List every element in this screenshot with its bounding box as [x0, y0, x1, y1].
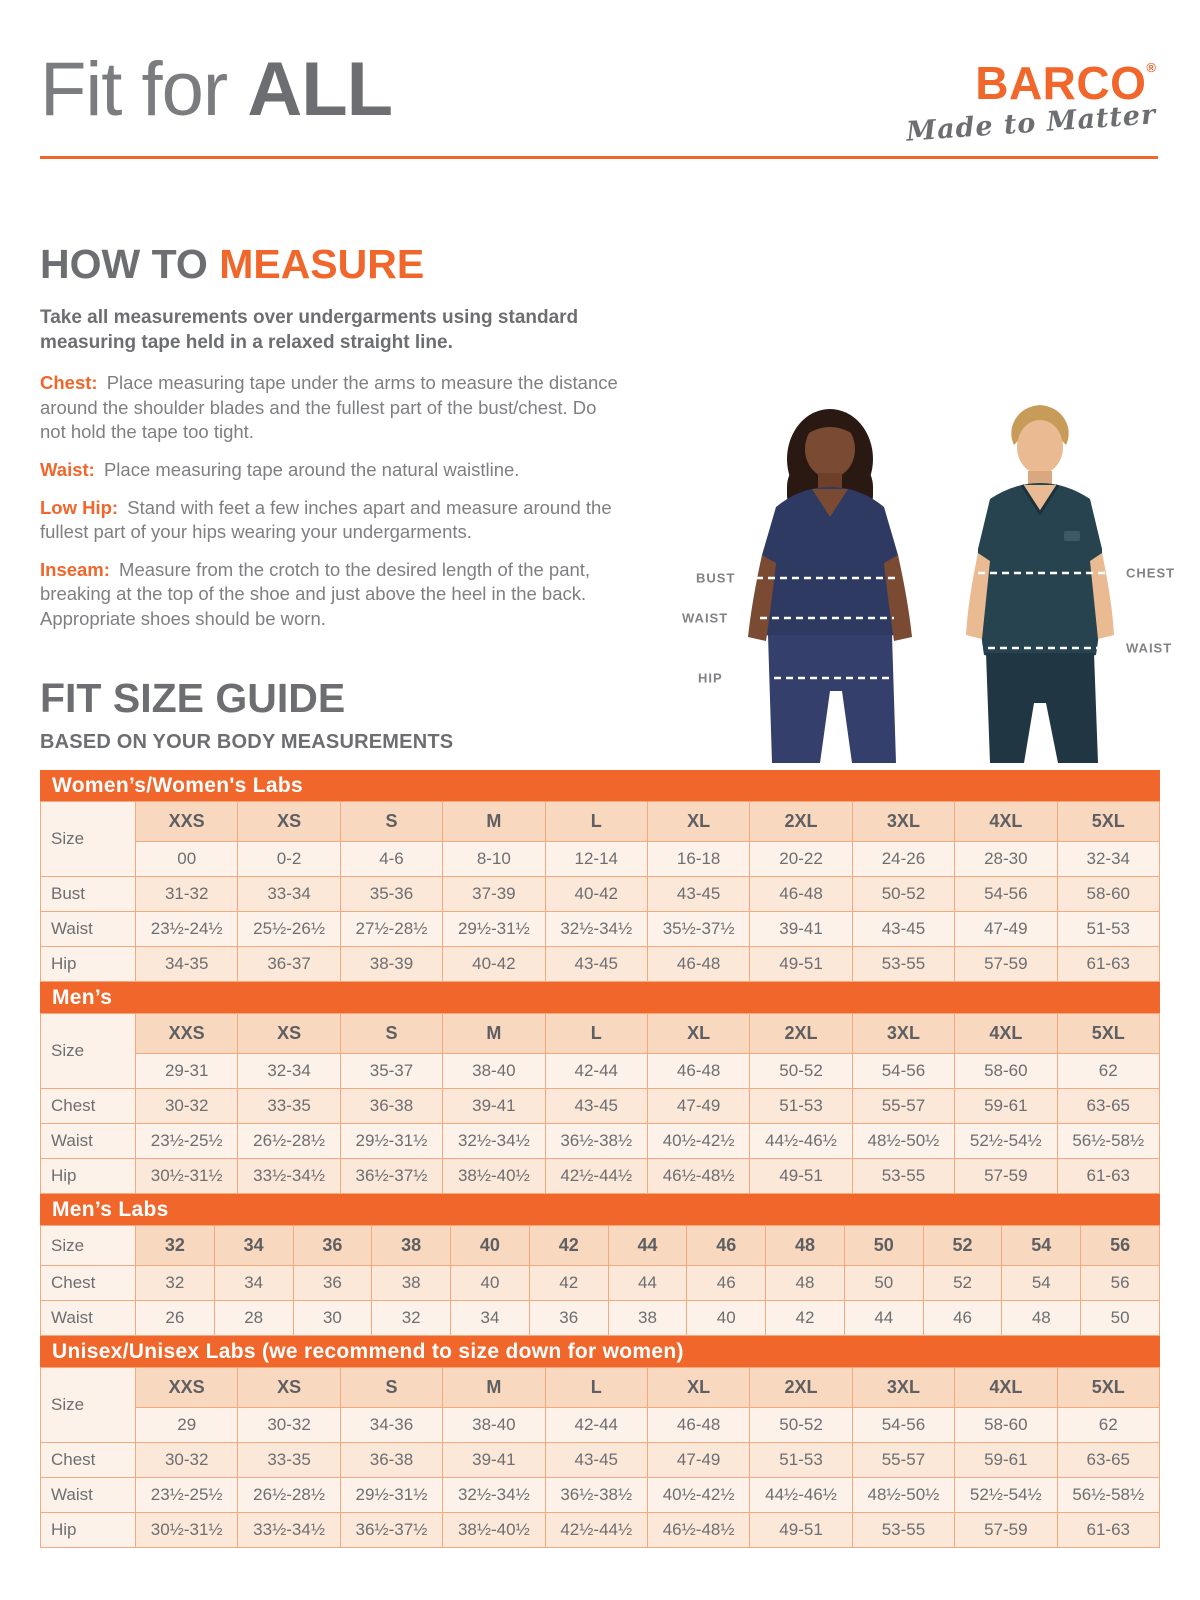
page-title-bold: ALL [247, 47, 393, 132]
size-col-header: 38 [372, 1226, 451, 1266]
size-number-cell: 4-6 [340, 842, 442, 877]
measurement-value-cell: 42 [529, 1266, 608, 1301]
measurement-row [41, 1513, 1160, 1548]
size-col-header: 44 [608, 1226, 687, 1266]
measurement-value-cell: 35-36 [340, 877, 442, 912]
table-header-row [41, 802, 1160, 842]
fit-size-guide-subtitle: BASED ON YOUR BODY MEASUREMENTS [40, 731, 454, 753]
measurement-value-cell: 35½-37½ [647, 912, 749, 947]
measurement-value-cell: 57-59 [955, 1513, 1057, 1548]
page-title-regular: Fit for [40, 47, 228, 132]
size-col-header: S [340, 802, 442, 842]
size-number-cell: 38-40 [443, 1054, 545, 1089]
measurement-value-cell: 32½-34½ [443, 1124, 545, 1159]
measurement-row [41, 1443, 1160, 1478]
size-number-cell: 62 [1057, 1054, 1159, 1089]
measurement-value-cell: 56½-58½ [1057, 1124, 1159, 1159]
measurement-value-cell: 30-32 [136, 1089, 238, 1124]
measurement-value-cell: 46½-48½ [647, 1513, 749, 1548]
measurement-row-label: Chest [41, 1443, 136, 1478]
size-numbers-row [41, 842, 1160, 877]
chest-label: CHEST [1126, 565, 1176, 581]
waist-label-right: WAIST [1126, 640, 1173, 656]
measurement-value-cell: 61-63 [1057, 947, 1159, 982]
size-col-header: 5XL [1057, 802, 1159, 842]
size-col-header: 54 [1002, 1226, 1081, 1266]
size-numbers-row [41, 1054, 1160, 1089]
size-col-header: XS [238, 1368, 340, 1408]
measurement-value-cell: 44½-46½ [750, 1478, 852, 1513]
size-col-header: XL [647, 1368, 749, 1408]
measurement-row-label: Waist [41, 1301, 136, 1336]
measurement-value-cell: 46-48 [647, 947, 749, 982]
size-number-cell: 62 [1057, 1408, 1159, 1443]
measurement-value-cell: 43-45 [545, 1089, 647, 1124]
size-col-header: XXS [136, 802, 238, 842]
measure-instruction [40, 458, 620, 483]
size-tables-container [40, 770, 1160, 1548]
man-model [966, 405, 1118, 763]
table-banner: Unisex/Unisex Labs (we recommend to size down for women) [40, 1336, 1160, 1367]
registered-mark-icon: ® [1146, 60, 1156, 75]
measurement-value-cell: 52½-54½ [955, 1478, 1057, 1513]
measurement-value-cell: 53-55 [852, 1159, 954, 1194]
size-col-header: 32 [136, 1226, 215, 1266]
measurement-value-cell: 49-51 [750, 1159, 852, 1194]
size-table [40, 1013, 1160, 1194]
measure-instruction-text: Place measuring tape around the natural waistline. [98, 458, 520, 480]
measurement-value-cell: 38½-40½ [443, 1513, 545, 1548]
measurement-value-cell: 30½-31½ [136, 1159, 238, 1194]
measurement-value-cell: 43-45 [852, 912, 954, 947]
table-header-row [41, 1014, 1160, 1054]
size-col-header: L [545, 1368, 647, 1408]
measurement-value-cell: 36½-37½ [340, 1513, 442, 1548]
measurement-row [41, 947, 1160, 982]
measurement-value-cell: 33-34 [238, 877, 340, 912]
measurement-value-cell: 32½-34½ [443, 1478, 545, 1513]
size-col-header: 50 [844, 1226, 923, 1266]
measurement-value-cell: 26½-28½ [238, 1478, 340, 1513]
size-number-cell: 38-40 [443, 1408, 545, 1443]
measurement-row-label: Chest [41, 1089, 136, 1124]
measure-instruction-label: Waist: [40, 458, 95, 480]
size-number-cell: 58-60 [955, 1054, 1057, 1089]
size-row-label: Size [41, 1014, 136, 1089]
size-col-header: 5XL [1057, 1368, 1159, 1408]
measurement-value-cell: 46 [687, 1266, 766, 1301]
measurement-row [41, 1159, 1160, 1194]
measurement-value-cell: 33½-34½ [238, 1513, 340, 1548]
size-number-cell: 50-52 [750, 1408, 852, 1443]
measurement-value-cell: 46-48 [750, 877, 852, 912]
size-col-header: 4XL [955, 1368, 1057, 1408]
header-divider [40, 156, 1158, 159]
measurement-value-cell: 57-59 [955, 1159, 1057, 1194]
size-col-header: 42 [529, 1226, 608, 1266]
size-col-header: 5XL [1057, 1014, 1159, 1054]
measurement-value-cell: 26 [136, 1301, 215, 1336]
size-col-header: 3XL [852, 1368, 954, 1408]
size-number-cell: 42-44 [545, 1054, 647, 1089]
measurement-value-cell: 51-53 [750, 1443, 852, 1478]
size-col-header: L [545, 802, 647, 842]
size-number-cell: 8-10 [443, 842, 545, 877]
measurement-value-cell: 27½-28½ [340, 912, 442, 947]
size-number-cell: 00 [136, 842, 238, 877]
table-header-row [41, 1368, 1160, 1408]
measurement-row-label: Waist [41, 1478, 136, 1513]
table-header-row [41, 1226, 1160, 1266]
table-banner: Men’s [40, 982, 1160, 1013]
measurement-value-cell: 52 [923, 1266, 1002, 1301]
measurement-value-cell: 63-65 [1057, 1443, 1159, 1478]
measurement-value-cell: 30½-31½ [136, 1513, 238, 1548]
measurement-value-cell: 54-56 [955, 877, 1057, 912]
size-col-header: M [443, 1368, 545, 1408]
size-col-header: 48 [766, 1226, 845, 1266]
bust-label: BUST [696, 570, 736, 586]
measurement-value-cell: 29½-31½ [340, 1124, 442, 1159]
measurement-value-cell: 61-63 [1057, 1159, 1159, 1194]
measurement-row [41, 1266, 1160, 1301]
measurement-value-cell: 33½-34½ [238, 1159, 340, 1194]
measurement-value-cell: 23½-24½ [136, 912, 238, 947]
measurement-value-cell: 36-37 [238, 947, 340, 982]
measurement-value-cell: 59-61 [955, 1089, 1057, 1124]
brand-tagline: Made to Matter [904, 99, 1157, 148]
measurement-value-cell: 29½-31½ [340, 1478, 442, 1513]
measurement-row-label: Bust [41, 877, 136, 912]
how-to-measure-section [40, 241, 620, 645]
measurement-value-cell: 33-35 [238, 1089, 340, 1124]
measure-instructions-list [40, 371, 620, 631]
measurement-value-cell: 23½-25½ [136, 1124, 238, 1159]
measure-instruction-label: Low Hip: [40, 496, 119, 518]
size-table [40, 1225, 1160, 1336]
woman-model [748, 409, 912, 763]
measurement-value-cell: 49-51 [750, 1513, 852, 1548]
size-number-cell: 58-60 [955, 1408, 1057, 1443]
size-number-cell: 12-14 [545, 842, 647, 877]
measurement-value-cell: 55-57 [852, 1089, 954, 1124]
measurement-value-cell: 47-49 [647, 1089, 749, 1124]
waist-label-left: WAIST [682, 610, 729, 626]
measurement-value-cell: 42½-44½ [545, 1159, 647, 1194]
measurement-value-cell: 40-42 [443, 947, 545, 982]
how-to-measure-heading [40, 241, 620, 287]
measurement-value-cell: 48½-50½ [852, 1124, 954, 1159]
size-col-header: XL [647, 802, 749, 842]
table-banner: Men’s Labs [40, 1194, 1160, 1225]
size-number-cell: 32-34 [1057, 842, 1159, 877]
size-number-cell: 54-56 [852, 1054, 954, 1089]
size-number-cell: 42-44 [545, 1408, 647, 1443]
size-col-header: 3XL [852, 1014, 954, 1054]
measurement-value-cell: 36½-38½ [545, 1478, 647, 1513]
measurement-value-cell: 36½-38½ [545, 1124, 647, 1159]
measurement-row [41, 1301, 1160, 1336]
measurement-value-cell: 51-53 [750, 1089, 852, 1124]
size-col-header: XXS [136, 1368, 238, 1408]
measurement-value-cell: 36-38 [340, 1443, 442, 1478]
measurement-value-cell: 52½-54½ [955, 1124, 1057, 1159]
hip-label: HIP [698, 670, 723, 686]
measurement-value-cell: 36½-37½ [340, 1159, 442, 1194]
size-number-cell: 29-31 [136, 1054, 238, 1089]
measurement-value-cell: 40½-42½ [647, 1124, 749, 1159]
size-col-header: 34 [214, 1226, 293, 1266]
size-number-cell: 16-18 [647, 842, 749, 877]
measurement-value-cell: 34 [214, 1266, 293, 1301]
size-number-cell: 28-30 [955, 842, 1057, 877]
measurement-row [41, 1089, 1160, 1124]
measurement-value-cell: 38-39 [340, 947, 442, 982]
measurement-value-cell: 48½-50½ [852, 1478, 954, 1513]
size-col-header: XS [238, 802, 340, 842]
size-col-header: XS [238, 1014, 340, 1054]
measurement-value-cell: 47-49 [647, 1443, 749, 1478]
size-number-cell: 20-22 [750, 842, 852, 877]
measure-instruction-label: Inseam: [40, 558, 110, 580]
measurement-value-cell: 42 [766, 1301, 845, 1336]
size-number-cell: 0-2 [238, 842, 340, 877]
size-number-cell: 54-56 [852, 1408, 954, 1443]
measurement-row [41, 912, 1160, 947]
measurement-value-cell: 36-38 [340, 1089, 442, 1124]
measurement-value-cell: 26½-28½ [238, 1124, 340, 1159]
measurement-row-label: Chest [41, 1266, 136, 1301]
size-col-header: 4XL [955, 1014, 1057, 1054]
size-number-cell: 50-52 [750, 1054, 852, 1089]
size-col-header: 2XL [750, 1014, 852, 1054]
size-number-cell: 35-37 [340, 1054, 442, 1089]
measurement-value-cell: 34 [451, 1301, 530, 1336]
measurement-value-cell: 40-42 [545, 877, 647, 912]
size-table [40, 1367, 1160, 1548]
size-col-header: 52 [923, 1226, 1002, 1266]
size-number-cell: 46-48 [647, 1054, 749, 1089]
measurement-value-cell: 51-53 [1057, 912, 1159, 947]
measurement-value-cell: 23½-25½ [136, 1478, 238, 1513]
measure-instruction-text: Measure from the crotch to the desired length of the pant, breaking at the top of the shoe and just above the heel in the back. Appropriate shoes should be worn. [40, 558, 591, 629]
measure-instruction [40, 558, 620, 632]
size-number-cell: 30-32 [238, 1408, 340, 1443]
measurement-value-cell: 54 [1002, 1266, 1081, 1301]
size-table [40, 801, 1160, 982]
size-number-cell: 29 [136, 1408, 238, 1443]
measurement-value-cell: 44½-46½ [750, 1124, 852, 1159]
size-col-header: 46 [687, 1226, 766, 1266]
size-row-label: Size [41, 802, 136, 877]
measurement-value-cell: 39-41 [443, 1443, 545, 1478]
measurement-value-cell: 56½-58½ [1057, 1478, 1159, 1513]
size-col-header: 4XL [955, 802, 1057, 842]
measurement-value-cell: 43-45 [545, 1443, 647, 1478]
measurement-row-label: Waist [41, 1124, 136, 1159]
measurement-value-cell: 31-32 [136, 877, 238, 912]
measurement-value-cell: 36 [293, 1266, 372, 1301]
measurement-value-cell: 37-39 [443, 877, 545, 912]
measurement-value-cell: 38½-40½ [443, 1159, 545, 1194]
measurement-row [41, 877, 1160, 912]
measurement-value-cell: 49-51 [750, 947, 852, 982]
measurement-value-cell: 50 [844, 1266, 923, 1301]
measure-instruction [40, 496, 620, 545]
measurement-row-label: Waist [41, 912, 136, 947]
size-col-header: L [545, 1014, 647, 1054]
size-numbers-row [41, 1408, 1160, 1443]
size-col-header: M [443, 802, 545, 842]
measure-intro: Take all measurements over undergarments using standard measuring tape held in a relaxed straight line. [40, 307, 579, 354]
measurement-value-cell: 30-32 [136, 1443, 238, 1478]
size-col-header: 2XL [750, 1368, 852, 1408]
measurement-value-cell: 48 [1002, 1301, 1081, 1336]
measurement-value-cell: 50-52 [852, 877, 954, 912]
measurement-row [41, 1478, 1160, 1513]
measurement-row-label: Hip [41, 1513, 136, 1548]
size-col-header: S [340, 1014, 442, 1054]
fit-size-guide-title: FIT SIZE GUIDE [40, 675, 346, 721]
measurement-value-cell: 40 [451, 1266, 530, 1301]
measurement-row-label: Hip [41, 1159, 136, 1194]
measurement-value-cell: 39-41 [443, 1089, 545, 1124]
measurement-value-cell: 29½-31½ [443, 912, 545, 947]
size-col-header: XL [647, 1014, 749, 1054]
measurement-value-cell: 43-45 [545, 947, 647, 982]
measurement-value-cell: 39-41 [750, 912, 852, 947]
size-col-header: 40 [451, 1226, 530, 1266]
size-col-header: 2XL [750, 802, 852, 842]
measurement-value-cell: 33-35 [238, 1443, 340, 1478]
size-number-cell: 32-34 [238, 1054, 340, 1089]
size-col-header: 56 [1081, 1226, 1160, 1266]
measure-instruction-text: Place measuring tape under the arms to measure the distance around the shoulder blades and the fullest part of the bust/chest. Do not hold the tape too tight. [40, 372, 618, 443]
measurement-value-cell: 34-35 [136, 947, 238, 982]
measurement-value-cell: 57-59 [955, 947, 1057, 982]
measurement-value-cell: 44 [844, 1301, 923, 1336]
size-col-header: S [340, 1368, 442, 1408]
heading-orange-part: MEASURE [219, 241, 425, 287]
measurement-value-cell: 46 [923, 1301, 1002, 1336]
measurement-value-cell: 28 [214, 1301, 293, 1336]
measure-instruction-label: Chest: [40, 372, 98, 394]
measurement-value-cell: 56 [1081, 1266, 1160, 1301]
measurement-value-cell: 50 [1081, 1301, 1160, 1336]
measurement-value-cell: 43-45 [647, 877, 749, 912]
models-measurement-figure [660, 385, 1200, 763]
measurement-value-cell: 47-49 [955, 912, 1057, 947]
models-illustration [660, 385, 1200, 763]
measurement-value-cell: 36 [529, 1301, 608, 1336]
measurement-value-cell: 40 [687, 1301, 766, 1336]
size-col-header: 3XL [852, 802, 954, 842]
size-row-label: Size [41, 1368, 136, 1443]
size-col-header: 36 [293, 1226, 372, 1266]
measurement-value-cell: 32½-34½ [545, 912, 647, 947]
measurement-value-cell: 30 [293, 1301, 372, 1336]
measurement-value-cell: 53-55 [852, 1513, 954, 1548]
measurement-value-cell: 44 [608, 1266, 687, 1301]
measurement-value-cell: 58-60 [1057, 877, 1159, 912]
size-number-cell: 24-26 [852, 842, 954, 877]
measurement-value-cell: 38 [608, 1301, 687, 1336]
measurement-value-cell: 53-55 [852, 947, 954, 982]
heading-gray-part: HOW TO [40, 241, 208, 287]
fit-size-guide-header [40, 675, 454, 754]
measurement-value-cell: 32 [136, 1266, 215, 1301]
size-col-header: M [443, 1014, 545, 1054]
brand-logo [904, 57, 1157, 148]
table-banner: Women’s/Women's Labs [40, 770, 1160, 801]
page-title [40, 47, 393, 132]
brand-wordmark: BARCO [975, 57, 1147, 109]
measurement-row [41, 1124, 1160, 1159]
measurement-value-cell: 42½-44½ [545, 1513, 647, 1548]
measurement-value-cell: 48 [766, 1266, 845, 1301]
size-number-cell: 34-36 [340, 1408, 442, 1443]
measurement-value-cell: 40½-42½ [647, 1478, 749, 1513]
measure-instruction-text: Stand with feet a few inches apart and measure around the fullest part of your hips wearing your undergarments. [40, 496, 612, 543]
size-col-header: XXS [136, 1014, 238, 1054]
measurement-value-cell: 55-57 [852, 1443, 954, 1478]
measurement-value-cell: 46½-48½ [647, 1159, 749, 1194]
measurement-value-cell: 59-61 [955, 1443, 1057, 1478]
size-number-cell: 46-48 [647, 1408, 749, 1443]
measurement-value-cell: 38 [372, 1266, 451, 1301]
measurement-value-cell: 63-65 [1057, 1089, 1159, 1124]
measurement-value-cell: 61-63 [1057, 1513, 1159, 1548]
measurement-value-cell: 32 [372, 1301, 451, 1336]
size-row-label: Size [41, 1226, 136, 1266]
measurement-value-cell: 25½-26½ [238, 912, 340, 947]
measure-instruction [40, 371, 620, 445]
measurement-row-label: Hip [41, 947, 136, 982]
